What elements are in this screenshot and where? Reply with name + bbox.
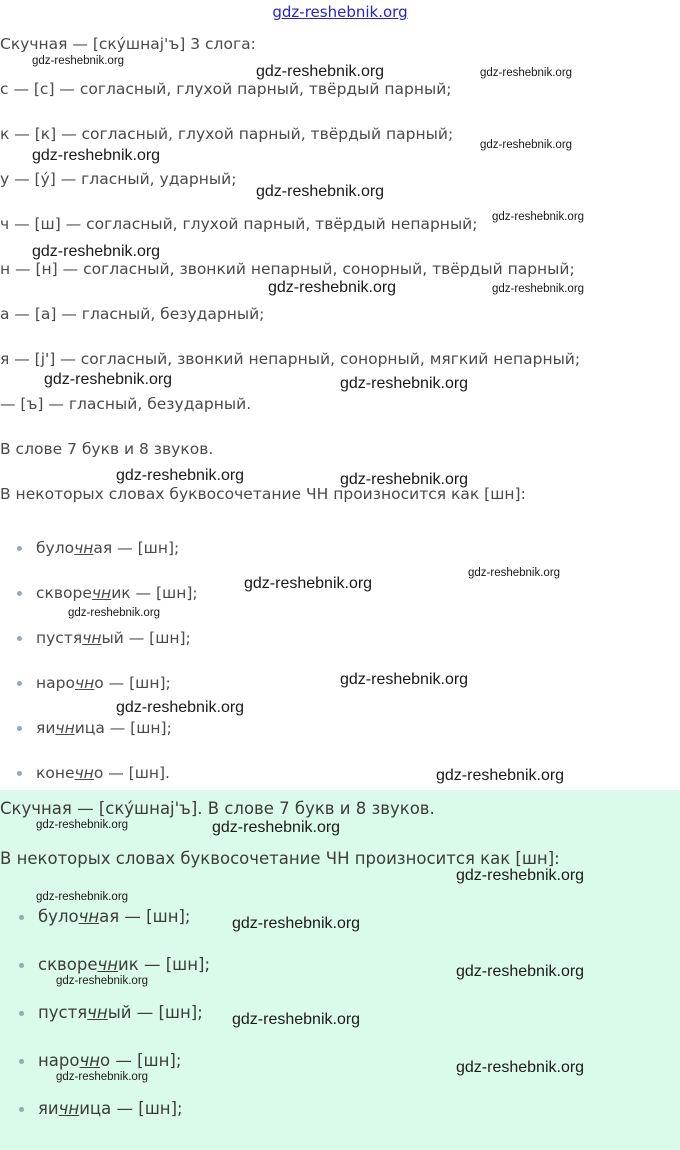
list-item: булочная — [шн]; (0, 907, 191, 926)
list-item: пустячный — [шн]; (0, 1003, 203, 1022)
list-item: яичница — [шн]; (0, 1099, 183, 1118)
bullet-icon (19, 1107, 24, 1112)
analysis-title: Скучная — [ску́шнаj'ъ] 3 слога: (0, 35, 256, 53)
answer-rule: В некоторых словах буквосочетание ЧН произносится как [шн]: (0, 849, 560, 868)
watermark: gdz-reshebnik.org (456, 1059, 585, 1076)
watermark: gdz-reshebnik.org (56, 975, 149, 987)
site-header (0, 0, 680, 30)
highlight-chn: чн (79, 1051, 101, 1070)
watermark: gdz-reshebnik.org (456, 963, 585, 980)
list-item: конечно — [шн]. (0, 764, 170, 782)
bullet-icon (19, 963, 24, 968)
watermark: gdz-reshebnik.org (36, 819, 129, 831)
highlight-chn: чн (97, 955, 119, 974)
highlight-chn: чн (74, 539, 94, 557)
letter-line: у — [у́] — гласный, ударный; (0, 170, 237, 188)
list-item: яичница — [шн]; (0, 719, 172, 737)
watermark: gdz-reshebnik.org (456, 867, 585, 884)
list-item: булочная — [шн]; (0, 539, 179, 557)
watermark: gdz-reshebnik.org (492, 283, 585, 295)
watermark: gdz-reshebnik.org (32, 55, 125, 67)
watermark: gdz-reshebnik.org (436, 767, 565, 784)
bullet-icon (17, 771, 22, 776)
highlight-chn: чн (82, 629, 102, 647)
watermark: gdz-reshebnik.org (480, 139, 573, 151)
letter-line: ч — [ш] — согласный, глухой парный, твёрдый непарный; (0, 215, 478, 233)
watermark: gdz-reshebnik.org (56, 1071, 149, 1083)
highlight-chn: чн (91, 584, 112, 602)
bullet-icon (19, 1011, 24, 1016)
watermark: gdz-reshebnik.org (232, 915, 361, 932)
rule-text: В некоторых словах буквосочетание ЧН произносится как [шн]: (0, 485, 526, 503)
bullet-icon (17, 636, 22, 641)
bullet-icon (19, 915, 24, 920)
bullet-icon (17, 726, 22, 731)
letter-line: к — [к] — согласный, глухой парный, твёрдый парный; (0, 125, 454, 143)
watermark: gdz-reshebnik.org (468, 567, 561, 579)
bullet-icon (19, 1059, 24, 1064)
list-item: скворечник — [шн]; (0, 584, 198, 602)
watermark: gdz-reshebnik.org (492, 211, 585, 223)
bullet-icon (17, 681, 22, 686)
watermark: gdz-reshebnik.org (340, 471, 469, 488)
watermark: gdz-reshebnik.org (340, 375, 469, 392)
list-item: пустячный — [шн]; (0, 629, 191, 647)
watermark: gdz-reshebnik.org (32, 147, 161, 164)
watermark: gdz-reshebnik.org (232, 1011, 361, 1028)
highlight-chn: чн (87, 1003, 108, 1022)
summary: В слове 7 букв и 8 звуков. (0, 440, 214, 458)
watermark: gdz-reshebnik.org (32, 243, 161, 260)
watermark: gdz-reshebnik.org (116, 467, 245, 484)
highlight-chn: чн (74, 674, 95, 692)
watermark: gdz-reshebnik.org (212, 819, 341, 836)
bullet-icon (17, 591, 22, 596)
letter-line: а — [а] — гласный, безударный; (0, 305, 265, 323)
watermark: gdz-reshebnik.org (340, 671, 469, 688)
watermark: gdz-reshebnik.org (36, 891, 129, 903)
watermark: gdz-reshebnik.org (44, 371, 173, 388)
highlight-chn: чн (58, 1099, 80, 1118)
watermark: gdz-reshebnik.org (116, 699, 245, 716)
watermark: gdz-reshebnik.org (256, 63, 385, 80)
letter-line: с — [с] — согласный, глухой парный, твёрдый парный; (0, 80, 452, 98)
highlight-chn: чн (78, 907, 100, 926)
watermark: gdz-reshebnik.org (268, 279, 397, 296)
list-item: нарочно — [шн]; (0, 674, 171, 692)
list-item: нарочно — [шн]; (0, 1051, 181, 1070)
letter-line: н — [н] — согласный, звонкий непарный, сонорный, твёрдый парный; (0, 260, 575, 278)
highlight-chn: чн (55, 719, 75, 737)
watermark: gdz-reshebnik.org (68, 607, 161, 619)
watermark: gdz-reshebnik.org (480, 67, 573, 79)
bullet-icon (17, 546, 22, 551)
letter-line: я — [j'] — согласный, звонкий непарный, сонорный, мягкий непарный; (0, 350, 581, 368)
watermark: gdz-reshebnik.org (244, 575, 373, 592)
highlight-chn: чн (74, 764, 94, 782)
watermark: gdz-reshebnik.org (256, 183, 385, 200)
list-item: скворечник — [шн]; (0, 955, 210, 974)
letter-line: — [ъ] — гласный, безударный. (0, 395, 252, 413)
site-link[interactable]: gdz-reshebnik.org (272, 3, 408, 21)
answer-line: Скучная — [ску́шнаj'ъ]. В слове 7 букв и 8 звуков. (0, 799, 435, 818)
